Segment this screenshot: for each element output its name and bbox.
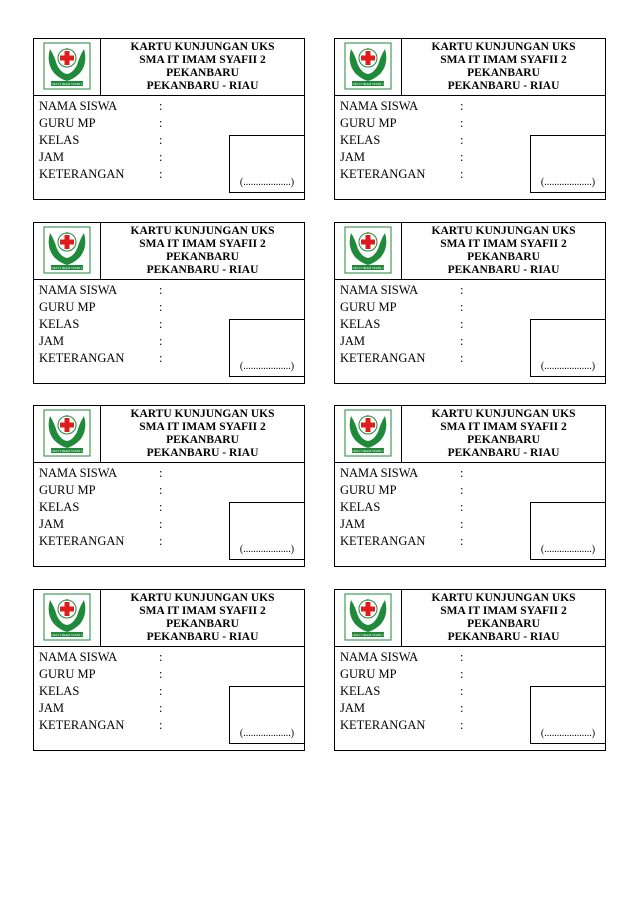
field-colon: : [159,116,163,130]
uks-logo [335,590,402,646]
field-label: JAM [340,517,366,531]
signature-placeholder: (...................) [239,361,295,372]
field-colon: : [460,650,464,664]
signature-placeholder: (...................) [239,177,295,188]
field-jam [39,701,229,715]
field-kelas [39,500,229,514]
svg-text:S: S [376,434,378,438]
signature-box [229,502,305,560]
field-colon: : [159,650,163,664]
field-jam [340,150,530,164]
field-label: JAM [39,517,65,531]
field-label: GURU MP [39,116,96,130]
signature-box [530,686,606,744]
signature-placeholder: (...................) [239,728,295,739]
signature-box [229,135,305,193]
field-jam [340,334,530,348]
field-colon: : [460,684,464,698]
field-colon: : [159,167,163,181]
field-nama-siswa [340,650,530,664]
school-name: SMA IT IMAM SYAFII 2 [139,238,266,250]
field-label: KETERANGAN [39,718,125,732]
field-label: NAMA SISWA [39,650,118,664]
school-city: PEKANBARU [467,251,540,263]
card-header [34,39,304,96]
uks-logo-icon [341,408,395,458]
field-guru-mp [340,667,530,681]
field-colon: : [460,500,464,514]
field-colon: : [159,317,163,331]
field-kelas [340,133,530,147]
svg-text:S: S [376,618,378,622]
svg-text:UKS IT IMAM SYAFII 2: UKS IT IMAM SYAFII 2 [352,449,384,453]
title-line: KARTU KUNJUNGAN UKS [130,592,275,604]
field-label: GURU MP [340,300,397,314]
card-header [335,223,605,280]
card-title [101,225,304,277]
field-colon: : [460,667,464,681]
title-line: KARTU KUNJUNGAN UKS [431,225,576,237]
field-guru-mp [39,300,229,314]
field-colon: : [159,466,163,480]
uks-logo-icon [341,41,395,91]
school-location: PEKANBARU - RIAU [447,447,560,459]
visit-card [334,589,606,751]
field-kelas [39,684,229,698]
visit-card [334,405,606,567]
field-guru-mp [340,300,530,314]
card-header [34,590,304,647]
field-nama-siswa [39,466,229,480]
uks-logo-icon [40,225,94,275]
field-colon: : [159,351,163,365]
field-colon: : [159,133,163,147]
field-label: GURU MP [39,300,96,314]
school-location: PEKANBARU - RIAU [447,631,560,643]
field-label: NAMA SISWA [39,466,118,480]
svg-text:UKS IT IMAM SYAFII 2: UKS IT IMAM SYAFII 2 [51,633,83,637]
school-city: PEKANBARU [166,618,239,630]
field-nama-siswa [39,99,229,113]
school-name: SMA IT IMAM SYAFII 2 [440,421,567,433]
uks-logo [335,39,402,95]
school-city: PEKANBARU [166,434,239,446]
field-colon: : [460,517,464,531]
field-colon: : [460,133,464,147]
svg-text:U: U [65,47,69,51]
uks-logo-icon [40,41,94,91]
card-header [335,406,605,463]
field-label: KETERANGAN [39,167,125,181]
field-keterangan [39,167,229,181]
field-colon: : [460,718,464,732]
field-keterangan [340,718,530,732]
uks-logo-icon [40,592,94,642]
card-title [101,408,304,460]
title-line: KARTU KUNJUNGAN UKS [130,408,275,420]
svg-text:S: S [376,251,378,255]
field-colon: : [159,334,163,348]
svg-text:S: S [376,67,378,71]
field-colon: : [159,684,163,698]
card-title [101,41,304,93]
field-colon: : [460,351,464,365]
svg-text:U: U [65,231,69,235]
field-label: KETERANGAN [340,534,426,548]
field-label: JAM [340,150,366,164]
school-location: PEKANBARU - RIAU [146,80,259,92]
svg-text:UKS IT IMAM SYAFII 2: UKS IT IMAM SYAFII 2 [51,266,83,270]
svg-text:U: U [366,414,370,418]
field-nama-siswa [340,283,530,297]
field-colon: : [159,534,163,548]
school-location: PEKANBARU - RIAU [447,80,560,92]
field-label: JAM [340,701,366,715]
uks-logo-icon [341,225,395,275]
signature-box [229,319,305,377]
field-label: GURU MP [340,667,397,681]
uks-logo [34,223,101,279]
school-city: PEKANBARU [467,618,540,630]
field-colon: : [159,283,163,297]
signature-placeholder: (...................) [239,544,295,555]
field-label: KETERANGAN [340,718,426,732]
field-nama-siswa [340,466,530,480]
field-label: JAM [340,334,366,348]
uks-logo [34,406,101,462]
school-location: PEKANBARU - RIAU [146,264,259,276]
field-colon: : [460,300,464,314]
school-city: PEKANBARU [467,434,540,446]
field-jam [39,517,229,531]
svg-text:U: U [366,47,370,51]
field-label: NAMA SISWA [340,99,419,113]
field-kelas [340,500,530,514]
signature-placeholder: (...................) [540,728,596,739]
field-colon: : [460,466,464,480]
title-line: KARTU KUNJUNGAN UKS [130,225,275,237]
school-city: PEKANBARU [166,67,239,79]
field-keterangan [39,351,229,365]
school-city: PEKANBARU [467,67,540,79]
uks-logo [34,590,101,646]
field-colon: : [460,701,464,715]
school-location: PEKANBARU - RIAU [447,264,560,276]
title-line: KARTU KUNJUNGAN UKS [431,408,576,420]
svg-text:UKS IT IMAM SYAFII 2: UKS IT IMAM SYAFII 2 [51,449,83,453]
uks-logo [34,39,101,95]
field-label: NAMA SISWA [39,283,118,297]
field-colon: : [460,116,464,130]
card-header [335,590,605,647]
title-line: KARTU KUNJUNGAN UKS [431,592,576,604]
field-colon: : [159,517,163,531]
field-label: GURU MP [340,483,397,497]
school-name: SMA IT IMAM SYAFII 2 [440,54,567,66]
field-colon: : [460,534,464,548]
field-colon: : [159,701,163,715]
field-colon: : [460,283,464,297]
svg-text:S: S [75,434,77,438]
field-label: KELAS [340,133,381,147]
svg-text:K: K [56,618,60,622]
signature-box [530,319,606,377]
field-guru-mp [39,483,229,497]
field-colon: : [159,99,163,113]
title-line: KARTU KUNJUNGAN UKS [431,41,576,53]
card-header [34,223,304,280]
field-label: KELAS [340,684,381,698]
school-name: SMA IT IMAM SYAFII 2 [139,54,266,66]
field-kelas [39,133,229,147]
svg-text:UKS IT IMAM SYAFII 2: UKS IT IMAM SYAFII 2 [352,82,384,86]
svg-text:U: U [366,231,370,235]
field-keterangan [340,534,530,548]
visit-card [33,589,305,751]
school-location: PEKANBARU - RIAU [146,631,259,643]
field-nama-siswa [340,99,530,113]
visit-card [33,405,305,567]
svg-text:K: K [56,434,60,438]
field-keterangan [340,167,530,181]
field-jam [340,701,530,715]
title-line: KARTU KUNJUNGAN UKS [130,41,275,53]
field-kelas [340,684,530,698]
field-label: KETERANGAN [340,351,426,365]
field-keterangan [39,534,229,548]
field-nama-siswa [39,283,229,297]
card-title [101,592,304,644]
visit-card [33,222,305,384]
svg-text:U: U [65,414,69,418]
field-label: NAMA SISWA [39,99,118,113]
field-label: GURU MP [39,667,96,681]
field-colon: : [159,150,163,164]
svg-text:UKS IT IMAM SYAFII 2: UKS IT IMAM SYAFII 2 [51,82,83,86]
field-label: KELAS [39,133,80,147]
signature-box [530,135,606,193]
field-label: NAMA SISWA [340,650,419,664]
field-colon: : [159,300,163,314]
signature-placeholder: (...................) [540,544,596,555]
field-colon: : [460,317,464,331]
school-location: PEKANBARU - RIAU [146,447,259,459]
svg-text:UKS IT IMAM SYAFII 2: UKS IT IMAM SYAFII 2 [352,633,384,637]
field-colon: : [159,667,163,681]
svg-text:S: S [75,618,77,622]
field-jam [39,150,229,164]
field-label: JAM [39,334,65,348]
field-colon: : [460,150,464,164]
field-jam [39,334,229,348]
field-colon: : [159,500,163,514]
field-label: NAMA SISWA [340,466,419,480]
signature-placeholder: (...................) [540,177,596,188]
svg-text:K: K [357,618,361,622]
school-name: SMA IT IMAM SYAFII 2 [440,605,567,617]
field-label: GURU MP [340,116,397,130]
uks-logo-icon [341,592,395,642]
field-label: KELAS [340,317,381,331]
field-guru-mp [340,116,530,130]
field-label: KETERANGAN [340,167,426,181]
field-label: KELAS [39,317,80,331]
field-label: JAM [39,701,65,715]
school-name: SMA IT IMAM SYAFII 2 [139,605,266,617]
field-guru-mp [340,483,530,497]
field-keterangan [340,351,530,365]
field-colon: : [159,483,163,497]
school-name: SMA IT IMAM SYAFII 2 [440,238,567,250]
svg-text:U: U [65,598,69,602]
school-name: SMA IT IMAM SYAFII 2 [139,421,266,433]
svg-text:K: K [56,67,60,71]
field-guru-mp [39,667,229,681]
field-colon: : [460,334,464,348]
field-colon: : [460,167,464,181]
field-keterangan [39,718,229,732]
field-label: KELAS [39,500,80,514]
field-nama-siswa [39,650,229,664]
svg-text:U: U [366,598,370,602]
signature-box [229,686,305,744]
svg-text:K: K [56,251,60,255]
field-label: KELAS [340,500,381,514]
field-label: KELAS [39,684,80,698]
svg-text:K: K [357,434,361,438]
svg-text:S: S [75,251,77,255]
field-label: KETERANGAN [39,351,125,365]
field-label: JAM [39,150,65,164]
card-title [402,592,605,644]
field-label: NAMA SISWA [340,283,419,297]
uks-logo-icon [40,408,94,458]
visit-card [33,38,305,200]
field-colon: : [460,99,464,113]
svg-text:K: K [357,251,361,255]
field-guru-mp [39,116,229,130]
svg-text:S: S [75,67,77,71]
visit-card [334,38,606,200]
uks-logo [335,406,402,462]
card-title [402,408,605,460]
field-kelas [340,317,530,331]
school-city: PEKANBARU [166,251,239,263]
field-jam [340,517,530,531]
uks-logo [335,223,402,279]
field-kelas [39,317,229,331]
visit-card [334,222,606,384]
field-label: KETERANGAN [39,534,125,548]
field-colon: : [460,483,464,497]
signature-placeholder: (...................) [540,361,596,372]
card-header [335,39,605,96]
card-title [402,225,605,277]
svg-text:UKS IT IMAM SYAFII 2: UKS IT IMAM SYAFII 2 [352,266,384,270]
card-header [34,406,304,463]
field-colon: : [159,718,163,732]
svg-text:K: K [357,67,361,71]
card-title [402,41,605,93]
signature-box [530,502,606,560]
field-label: GURU MP [39,483,96,497]
